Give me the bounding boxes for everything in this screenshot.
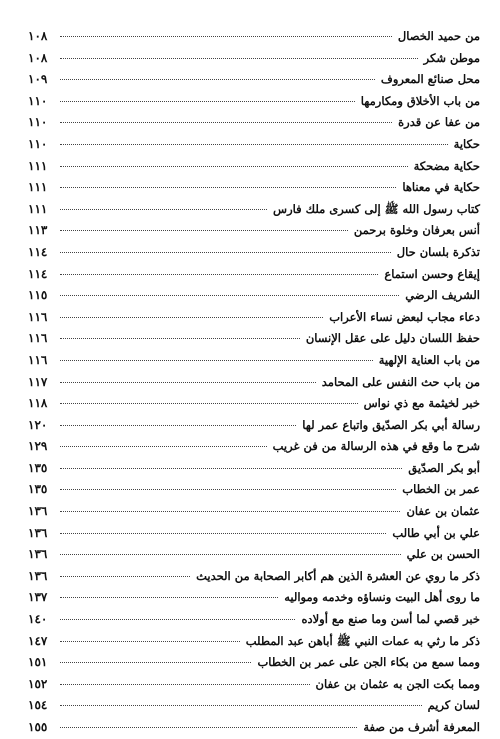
toc-entry-title: ومما سمع من بكاء الجن على عمر بن الخطاب <box>257 655 480 670</box>
toc-entry-title: خبر لخيثمة مع ذي نواس <box>363 396 480 411</box>
toc-entry <box>28 523 480 545</box>
toc-entry <box>28 415 480 437</box>
toc-entry-page-number: ١١٧ <box>28 374 48 389</box>
dot-leader <box>60 705 422 706</box>
toc-entry-page-number: ١٢٠ <box>28 417 48 432</box>
toc-entry <box>28 134 480 156</box>
dot-leader <box>60 252 391 253</box>
toc-entry <box>28 609 480 631</box>
toc-entry-title: ذكر ما رثي به عمات النبي ﷺ أباهن عبد المطلب <box>245 633 480 648</box>
toc-entry <box>28 674 480 696</box>
toc-entry-page-number: ١١١ <box>28 201 48 216</box>
toc-entry <box>28 69 480 91</box>
dot-leader <box>60 576 190 577</box>
dot-leader <box>60 144 448 145</box>
table-of-contents <box>28 26 480 739</box>
dot-leader <box>60 619 295 620</box>
toc-entry-title: الشريف الرضي <box>405 288 480 303</box>
toc-entry-page-number: ١٣٦ <box>28 568 48 583</box>
toc-entry-title: من عفا عن قدرة <box>398 115 480 130</box>
toc-entry-title: ذكر ما روي عن العشرة الذين هم أكابر الصحابة من الحديث <box>196 568 480 583</box>
toc-entry-page-number: ١١٠ <box>28 115 48 130</box>
toc-entry <box>28 285 480 307</box>
toc-entry-title: الحسن بن علي <box>406 547 480 562</box>
toc-entry <box>28 717 480 739</box>
toc-entry <box>28 436 480 458</box>
toc-entry-page-number: ١٣٦ <box>28 547 48 562</box>
toc-entry-page-number: ١٥١ <box>28 655 48 670</box>
toc-entry-page-number: ١٣٧ <box>28 590 48 605</box>
toc-entry-title: حكاية <box>453 136 480 151</box>
toc-entry <box>28 307 480 329</box>
toc-entry-page-number: ١٠٨ <box>28 29 48 43</box>
toc-entry-title: إيقاع وحسن استماع <box>384 266 480 281</box>
toc-entry <box>28 544 480 566</box>
toc-entry <box>28 458 480 480</box>
toc-entry-title: تذكرة بلسان حال <box>396 244 480 259</box>
toc-entry-title: خبر قصي لما أسن وما صنع مع أولاده <box>301 612 480 627</box>
dot-leader <box>60 554 401 555</box>
dot-leader <box>60 446 267 447</box>
toc-entry-title: أنس بعرفان وخلوة برحمن <box>353 223 480 238</box>
toc-entry <box>28 264 480 286</box>
toc-entry-page-number: ١٥٢ <box>28 676 48 691</box>
dot-leader <box>60 36 392 37</box>
toc-entry-page-number: ١٤٠ <box>28 612 48 627</box>
toc-entry-title: ومما بكت الجن به عثمان بن عفان <box>315 676 480 691</box>
toc-entry-title: موطن شكر <box>423 50 480 65</box>
toc-entry <box>28 652 480 674</box>
toc-entry-page-number: ١١٤ <box>28 244 48 259</box>
toc-entry-title: شرح ما وقع في هذه الرسالة من فن غريب <box>272 439 480 454</box>
dot-leader <box>60 58 418 59</box>
toc-entry <box>28 91 480 113</box>
toc-entry <box>28 242 480 264</box>
toc-entry-title: علي بن أبي طالب <box>392 525 480 540</box>
toc-entry-page-number: ١٥٤ <box>28 698 48 713</box>
toc-entry <box>28 566 480 588</box>
toc-entry <box>28 501 480 523</box>
toc-entry-title: من باب العناية الإلهية <box>378 352 480 367</box>
dot-leader <box>60 230 348 231</box>
toc-entry-page-number: ١٠٩ <box>28 72 48 87</box>
toc-entry-page-number: ١١٨ <box>28 396 48 411</box>
toc-entry-title: رسالة أبي بكر الصدّيق واتباع عمر لها <box>302 417 480 432</box>
toc-entry <box>28 587 480 609</box>
toc-entry-page-number: ١١٠ <box>28 136 48 151</box>
toc-entry <box>28 177 480 199</box>
toc-entry-title: كتاب رسول الله ﷺ إلى كسرى ملك فارس <box>273 201 480 216</box>
toc-entry <box>28 372 480 394</box>
toc-entry-page-number: ١٣٦ <box>28 525 48 540</box>
toc-entry <box>28 220 480 242</box>
dot-leader <box>60 727 357 728</box>
dot-leader <box>60 533 386 534</box>
toc-entry-page-number: ١٣٦ <box>28 504 48 519</box>
toc-entry-page-number: ١١٦ <box>28 331 48 346</box>
toc-entry-page-number: ١١١ <box>28 158 48 173</box>
toc-entry-title: عثمان بن عفان <box>406 504 480 519</box>
dot-leader <box>60 79 375 80</box>
dot-leader <box>60 317 323 318</box>
toc-entry-title: من باب حث النفس على المحامد <box>321 374 480 389</box>
toc-entry-page-number: ١٤٧ <box>28 633 48 648</box>
toc-entry <box>28 112 480 134</box>
dot-leader <box>60 684 310 685</box>
dot-leader <box>60 382 316 383</box>
toc-entry-title: دعاء مجاب لبعض نساء الأعراب <box>329 309 480 324</box>
toc-entry-title: ما روى أهل البيت ونساؤه وخدمه ومواليه <box>284 590 480 605</box>
dot-leader <box>60 122 392 123</box>
toc-entry-title: حكاية في معناها <box>402 180 480 195</box>
dot-leader <box>60 187 396 188</box>
toc-entry-title: من باب الأخلاق ومكارمها <box>360 93 480 108</box>
toc-entry-title: من حميد الخصال <box>397 29 480 43</box>
toc-entry-title: حفظ اللسان دليل على عقل الإنسان <box>305 331 480 346</box>
toc-entry-page-number: ١٢٩ <box>28 439 48 454</box>
toc-entry-page-number: ١١١ <box>28 180 48 195</box>
toc-entry <box>28 199 480 221</box>
toc-entry-title: أبو بكر الصدّيق <box>408 460 480 475</box>
toc-entry-title: المعرفة أشرف من صفة <box>363 720 480 734</box>
dot-leader <box>60 101 355 102</box>
toc-entry-page-number: ١١٣ <box>28 223 48 238</box>
dot-leader <box>60 489 396 490</box>
toc-entry <box>28 350 480 372</box>
toc-entry-page-number: ١١٦ <box>28 352 48 367</box>
toc-entry-page-number: ١٣٥ <box>28 460 48 475</box>
toc-entry-page-number: ١٥٥ <box>28 720 48 734</box>
toc-entry-title: لسان كريم <box>427 698 480 713</box>
toc-entry <box>28 48 480 70</box>
toc-entry <box>28 631 480 653</box>
dot-leader <box>60 641 240 642</box>
toc-entry-title: محل صنائع المعروف <box>380 72 480 87</box>
dot-leader <box>60 209 267 210</box>
dot-leader <box>60 274 378 275</box>
toc-entry <box>28 156 480 178</box>
toc-entry-page-number: ١١٦ <box>28 309 48 324</box>
dot-leader <box>60 403 358 404</box>
toc-entry-page-number: ١١٤ <box>28 266 48 281</box>
dot-leader <box>60 295 399 296</box>
toc-entry-title: عمر بن الخطاب <box>402 482 480 497</box>
dot-leader <box>60 597 278 598</box>
toc-entry <box>28 393 480 415</box>
dot-leader <box>60 166 408 167</box>
toc-entry-page-number: ١٠٨ <box>28 50 48 65</box>
toc-entry <box>28 328 480 350</box>
dot-leader <box>60 360 373 361</box>
dot-leader <box>60 662 251 663</box>
toc-entry-page-number: ١٣٥ <box>28 482 48 497</box>
dot-leader <box>60 468 402 469</box>
toc-entry-page-number: ١١٠ <box>28 93 48 108</box>
toc-entry-title: حكاية مضحكة <box>413 158 480 173</box>
toc-entry-page-number: ١١٥ <box>28 288 48 303</box>
dot-leader <box>60 425 296 426</box>
toc-entry <box>28 695 480 717</box>
toc-entry <box>28 479 480 501</box>
dot-leader <box>60 511 400 512</box>
toc-entry <box>28 26 480 48</box>
dot-leader <box>60 338 300 339</box>
